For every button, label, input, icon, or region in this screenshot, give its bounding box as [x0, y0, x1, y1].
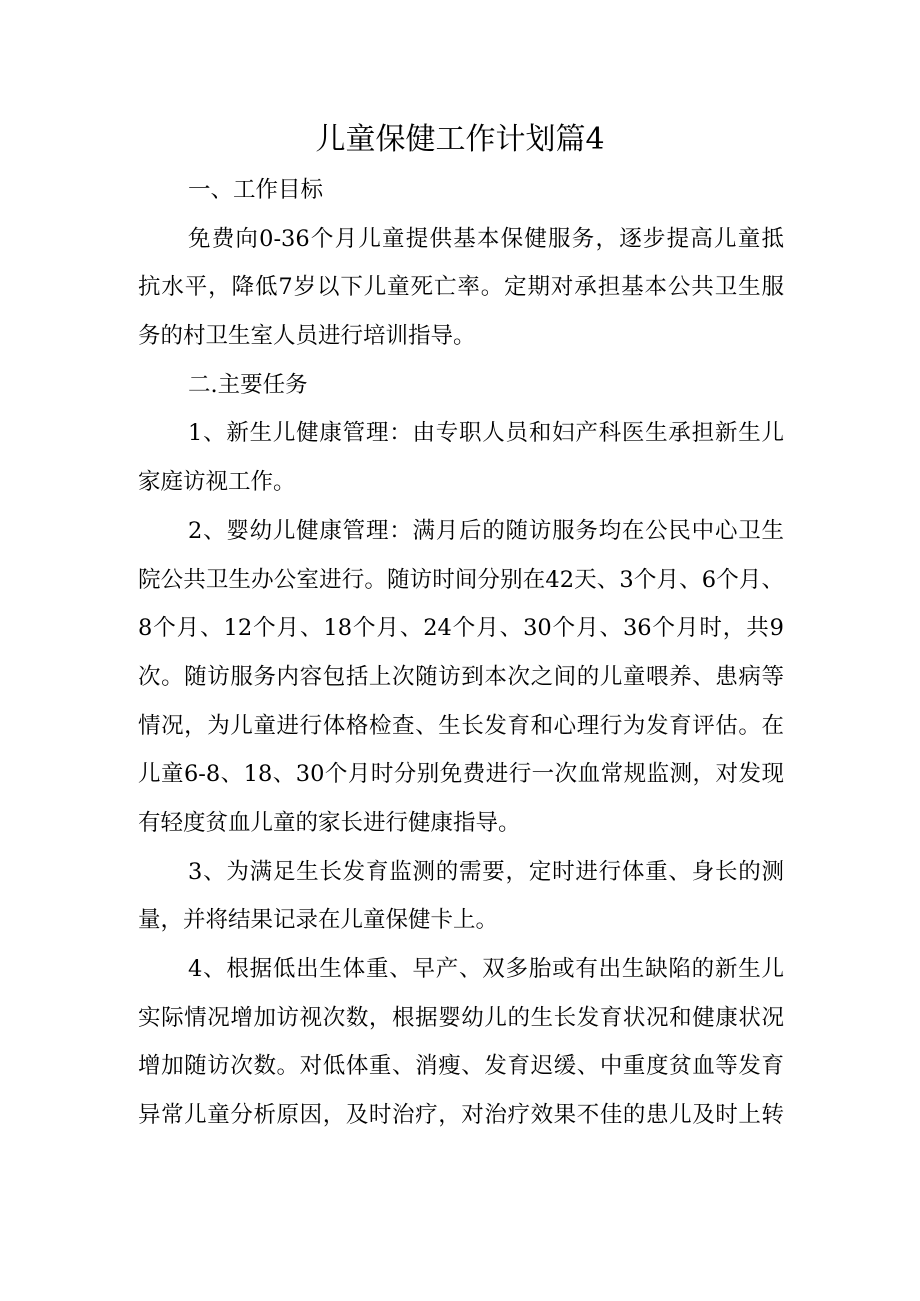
- document-body: [138, 166, 784, 1140]
- text-line: 儿童6-8、18、30个月时分别免费进行一次血常规监测，对发现: [138, 761, 784, 788]
- text-line: 量，并将结果记录在儿童保健卡上。: [138, 907, 499, 934]
- text-line: 情况，为儿童进行体格检查、生长发育和心理行为发育评估。在: [138, 712, 784, 739]
- text-line: 异常儿童分析原因，及时治疗，对治疗效果不佳的患儿及时上转: [138, 1102, 784, 1129]
- text-line: 增加随访次数。对低体重、消瘦、发育迟缓、中重度贫血等发育: [138, 1053, 784, 1080]
- text-line: 4、根据低出生体重、早产、双多胎或有出生缺陷的新生儿: [188, 956, 784, 982]
- text-line: 有轻度贫血儿童的家长进行健康指导。: [138, 809, 521, 836]
- text-line: 实际情况增加访视次数，根据婴幼儿的生长发育状况和健康状况: [138, 1004, 784, 1031]
- text-line: 二.主要任务: [188, 371, 308, 398]
- text-line: 8个月、12个月、18个月、24个月、30个月、36个月时，共9: [138, 615, 784, 642]
- text-line: 家庭访视工作。: [138, 469, 296, 496]
- text-line: 3、为满足生长发育监测的需要，定时进行体重、身长的测: [188, 858, 784, 885]
- text-line: 一、工作目标: [188, 177, 324, 203]
- document-title: 儿童保健工作计划篇4: [315, 122, 605, 157]
- text-line: 院公共卫生办公室进行。随访时间分别在42天、3个月、6个月、: [138, 566, 784, 593]
- text-line: 务的村卫生室人员进行培训指导。: [138, 323, 476, 350]
- text-line: 2、婴幼儿健康管理：满月后的随访服务均在公民中心卫生: [188, 517, 784, 544]
- text-line: 次。随访服务内容包括上次随访到本次之间的儿童喂养、患病等: [138, 663, 784, 690]
- text-line: 免费向0-36个月儿童提供基本保健服务，逐步提高儿童抵: [188, 225, 784, 252]
- text-line: 1、新生儿健康管理：由专职人员和妇产科医生承担新生儿: [188, 420, 784, 447]
- text-line: 抗水平，降低7岁以下儿童死亡率。定期对承担基本公共卫生服: [138, 274, 784, 301]
